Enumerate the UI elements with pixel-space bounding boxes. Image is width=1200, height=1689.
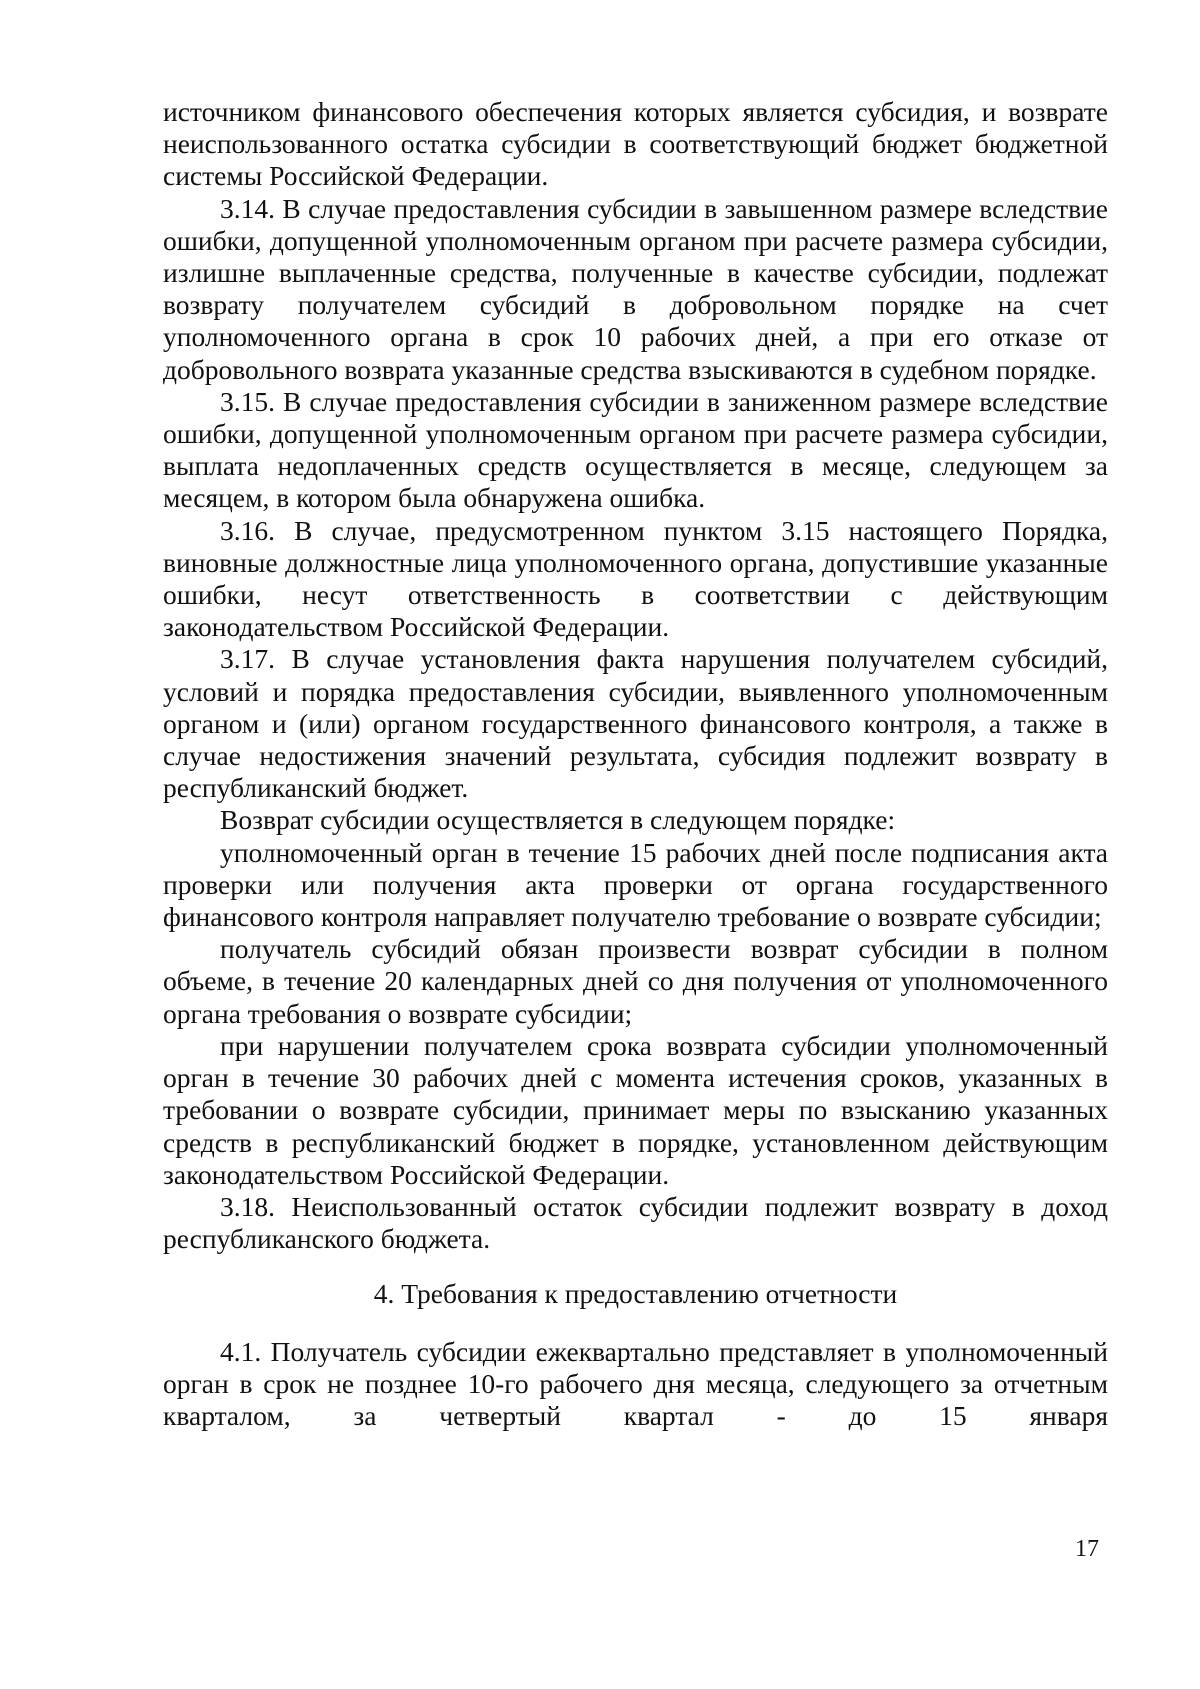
paragraph-continuation: источником финансового обеспечения которых является субсидия, и возврате неиспользованного остатка субсидии в соответствующий бюджет бюджетной системы Российской Федерации. [163, 96, 1108, 192]
paragraph-violation-measures: при нарушении получателем срока возврата субсидии уполномоченный орган в течение 30 рабочих дней с момента истечения сроков, указанных в требовании о возврате субсидии, принимает меры по взысканию указанных средств в республиканский бюджет в порядке, установленном действующим законодательством Российской Федерации. [163, 1029, 1108, 1190]
section-heading: 4. Требования к предоставлению отчетности [373, 1278, 898, 1310]
paragraph-3-15: 3.15. В случае предоставления субсидии в заниженном размере вследствие ошибки, допущенной уполномоченным органом при расчете размера субсидии, выплата недоплаченных средств осуществляется в месяце, следующем за месяцем, в котором была обнаружена ошибка. [163, 385, 1108, 514]
paragraph-authority-demand: уполномоченный орган в течение 15 рабочих дней после подписания акта проверки или получения акта проверки от органа государственного финансового контроля направляет получателю требование о возврате субсидии; [163, 836, 1108, 933]
paragraph-3-16: 3.16. В случае, предусмотренном пунктом 3.15 настоящего Порядка, виновные должностные лица уполномоченного органа, допустившие указанные ошибки, несут ответственность в соответствии с действующим законодательством Российской Федерации. [163, 514, 1108, 643]
paragraph-4-1: 4.1. Получатель субсидии ежеквартально представляет в уполномоченный орган в срок не позднее 10-го рабочего дня месяца, следующего за отчетным кварталом, за четвертый квартал - до 15 января [163, 1335, 1108, 1431]
paragraph-3-18: 3.18. Неиспользованный остаток субсидии подлежит возврату в доход республиканского бюджета. [163, 1190, 1108, 1255]
paragraph-return-order: Возврат субсидии осуществляется в следующем порядке: [220, 804, 896, 836]
paragraph-3-17: 3.17. В случае установления факта нарушения получателем субсидий, условий и порядка предоставления субсидии, выявленного уполномоченным органом и (или) органом государственного финансового контроля, а также в случае недостижения значений результата, субсидия подлежит возврату в республиканский бюджет. [163, 643, 1108, 804]
paragraph-3-14: 3.14. В случае предоставления субсидии в завышенном размере вследствие ошибки, допущенной уполномоченным органом при расчете размера субсидии, излишне выплаченные средства, полученные в качестве субсидии, подлежат возврату получателем субсидий в добровольном порядке на счет уполномоченного органа в срок 10 рабочих дней, а при его отказе от добровольного возврата указанные средства взыскиваются в судебном порядке. [163, 192, 1108, 385]
document-page [163, 96, 1108, 1432]
paragraph-recipient-obligation: получатель субсидий обязан произвести возврат субсидии в полном объеме, в течение 20 календарных дней со дня получения от уполномоченного органа требования о возврате субсидии; [163, 933, 1108, 1029]
page-number: 17 [1075, 1536, 1099, 1562]
